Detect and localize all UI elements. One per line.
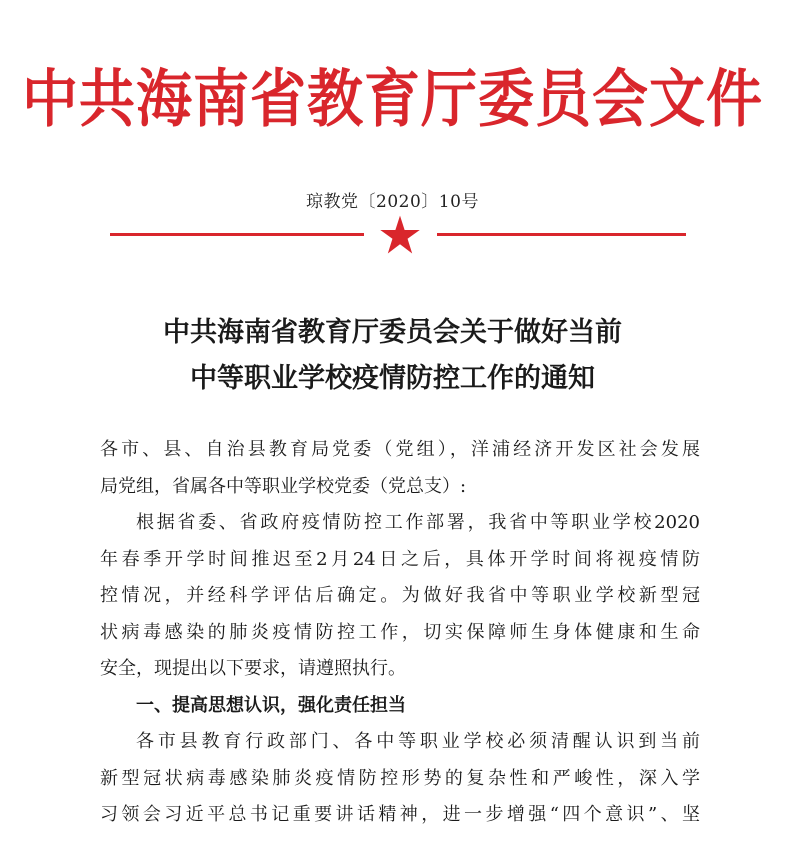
paragraph-1-line-2: 年春季开学时间推迟至2月24日之后，具体开学时间将视疫情防 [100,548,700,570]
paragraph-1-line-3: 控情况，并经科学评估后确定。为做好我省中等职业学校新型冠 [100,585,700,606]
star-icon [379,214,421,256]
notice-title-line-2: 中等职业学校疫情防控工作的通知 [190,363,595,394]
notice-title [0,310,785,402]
addressee-line-1: 各市、县、自治县教育局党委（党组），洋浦经济开发区社会发展 [100,439,700,460]
notice-title-line-1: 中共海南省教育厅委员会关于做好当前 [163,317,622,348]
paragraph-2-line-2: 新型冠状病毒感染肺炎疫情防控形势的复杂性和严峻性，深入学 [100,767,700,789]
paragraph-2-line-1: 各市县教育行政部门、各中等职业学校必须清醒认识到当前 [136,731,700,752]
addressee-line-2: 局党组，省属各中等职业学校党委（党总支）: [100,475,467,497]
paragraph-1-line-5: 安全，现提出以下要求，请遵照执行。 [100,658,406,679]
paragraph-2-line-3: 习领会习近平总书记重要讲话精神，进一步增强“四个意识”、坚 [100,804,700,825]
masthead-title: 中共海南省教育厅委员会文件 [22,62,763,137]
section-heading-1: 一、提高思想认识，强化责任担当 [136,694,406,716]
notice-body [100,432,700,834]
red-separator [0,218,785,258]
paragraph-1-line-1: 根据省委、省政府疫情防控工作部署，我省中等职业学校2020 [136,512,700,533]
document-number: 琼教党〔2020〕10号 [306,192,479,212]
paragraph-1-line-4: 状病毒感染的肺炎疫情防控工作，切实保障师生身体健康和生命 [100,621,700,643]
separator-line-left [110,233,364,236]
separator-line-right [437,233,686,236]
